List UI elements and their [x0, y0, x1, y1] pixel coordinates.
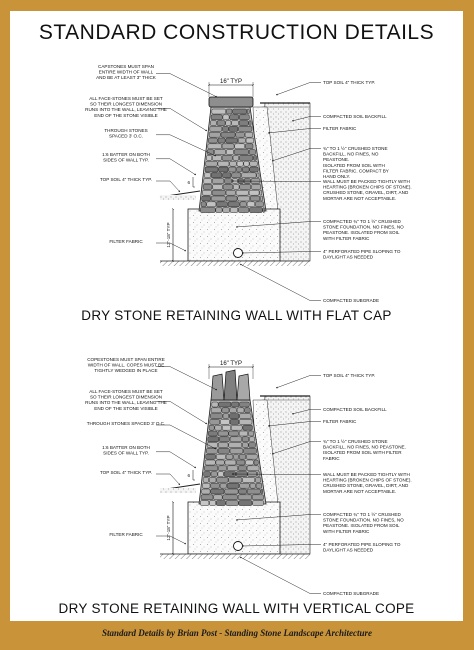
label-right: COMPACTED SOIL BACKFILL: [323, 407, 387, 412]
wall-stone: [250, 196, 259, 201]
wall-stone: [246, 454, 257, 459]
wall-stone: [252, 495, 263, 500]
wall-stone: [261, 489, 263, 494]
wall-stone: [232, 173, 241, 178]
label-right: COMPACTED ¾" TO 1 ½" CRUSHED STONE FOUNDATION. NO FINES, NO PEASTONE. ISOLATED FROM SOIL WITH FILTER FABRIC: [323, 219, 404, 241]
leader-line: [156, 159, 196, 175]
wall-stone: [249, 437, 254, 442]
wall-stone: [229, 431, 239, 436]
wall-stone: [249, 190, 259, 195]
wall-stone: [206, 454, 216, 459]
wall-stone: [245, 144, 253, 149]
leader-line: [276, 376, 321, 389]
wall-stone: [239, 489, 247, 494]
wall-stone: [211, 483, 220, 488]
wall-stone: [248, 431, 254, 436]
wall-stone: [202, 483, 210, 488]
label-right: ¾" TO 1 ½" CRUSHED STONE BACKFILL. NO FINES, NO PEASTONE. ISOLATED FROM SOIL WITH FILTER FABRIC: [323, 439, 406, 461]
drawing-sheet: [10, 11, 463, 621]
wall-stone: [204, 466, 217, 471]
sheet-title: STANDARD CONSTRUCTION DETAILS: [38, 21, 435, 44]
wall-stone: [230, 408, 237, 413]
wall-stone: [255, 477, 261, 482]
leader-line: [156, 452, 196, 468]
wall-stone: [220, 419, 229, 424]
wall-stone: [225, 489, 239, 494]
wall-stone: [256, 483, 262, 488]
wall-stone: [204, 472, 211, 477]
wall-stone: [247, 202, 255, 207]
wall-stone: [214, 150, 225, 155]
wall-stone: [226, 190, 236, 195]
wall-stone: [240, 184, 251, 189]
label-left: ALL FACE-STONES MUST BE SET SO THEIR LONGEST DIMENSION RUNS INTO THE WALL, LEAVING THE END OF THE STONE VISIBLE: [85, 389, 167, 411]
left-soil: [160, 488, 196, 493]
wall-stone: [239, 115, 249, 120]
wall-stone: [212, 190, 225, 195]
wall-stone: [216, 202, 227, 207]
wall-stone: [211, 472, 217, 477]
wall-stone: [218, 472, 224, 477]
wall-stone: [230, 161, 237, 166]
wall-stone: [230, 437, 242, 442]
wall-stone: [263, 208, 265, 213]
wall-stone: [247, 466, 259, 471]
wall-stone: [222, 425, 230, 430]
wall-stone: [246, 460, 254, 465]
wall-stone: [239, 454, 246, 459]
wall-stone: [222, 155, 232, 160]
dimension-top-label: 16" TYP: [219, 361, 243, 367]
wall-stone: [229, 443, 242, 448]
wall-stone: [240, 414, 252, 419]
wall-stone: [217, 477, 229, 482]
dimension-side-label: 12"-18" TYP: [166, 515, 171, 541]
wall-stone: [239, 419, 252, 424]
wall-stone: [230, 115, 239, 120]
label-right: FILTER FABRIC: [323, 419, 357, 424]
wall-stone: [211, 115, 222, 120]
wall-stone: [223, 126, 229, 131]
copestone: [224, 370, 237, 400]
wall-stone: [238, 138, 245, 143]
wall-stone: [211, 489, 224, 494]
compacted-subgrade: [160, 554, 310, 559]
wall-stone: [226, 501, 238, 506]
leader-line: [156, 74, 217, 97]
label-right: FILTER FABRIC: [323, 126, 357, 131]
wall-stone: [238, 466, 246, 471]
label-right: TOP SOIL 4" THICK TYP.: [323, 80, 376, 85]
left-soil: [160, 195, 196, 200]
wall-stone: [237, 408, 244, 413]
wall-stone: [208, 138, 217, 143]
label-left: FILTER FABRIC: [109, 239, 143, 244]
wall-stone: [230, 419, 239, 424]
wall-stone: [250, 161, 258, 166]
wall-stone: [201, 495, 213, 500]
batter-ratio: 6: [187, 180, 190, 185]
wall-stone: [216, 460, 224, 465]
wall-stone: [226, 121, 231, 126]
wall-stone: [242, 173, 257, 178]
wall-stone: [218, 448, 229, 453]
wall-stone: [210, 419, 220, 424]
wall-stone: [205, 167, 218, 172]
wall-stone: [209, 425, 214, 430]
wall-stone: [207, 150, 214, 155]
wall-stone: [239, 501, 252, 506]
compacted-subgrade: [160, 261, 310, 266]
detail-1-caption: DRY STONE RETAINING WALL WITH FLAT CAP: [81, 308, 392, 323]
wall-stone: [238, 208, 249, 213]
label-left: FILTER FABRIC: [109, 532, 143, 537]
detail-vertical-cope: [85, 357, 412, 596]
label-left: TOP SOIL 4" THICK TYP.: [99, 470, 153, 475]
label-right: COMPACTED SUBGRADE: [323, 298, 380, 303]
wall-stone: [250, 167, 259, 172]
wall-stone: [232, 121, 239, 126]
label-right: 4" PERFORATED PIPE SLOPING TO DAYLIGHT AS NEEDED: [323, 542, 401, 553]
wall-stone: [218, 443, 228, 448]
label-right: COMPACTED ¾" TO 1 ½" CRUSHED STONE FOUNDATION. NO FINES, NO PEASTONE. ISOLATED FROM SOIL WITH FILTER FABRIC: [323, 512, 404, 534]
label-right: WALL MUST BE PACKED TIGHTLY WITH HEARTING (BROKEN CHIPS OF STONE). CRUSHED STONE, GRAVEL, DIRT, AND MORTAR ARE NOT ACCEPTABLE.: [323, 472, 412, 494]
wall-stone: [216, 454, 225, 459]
wall-stone: [239, 121, 248, 126]
wall-stone: [249, 121, 251, 126]
wall-stone: [218, 161, 229, 166]
wall-stone: [217, 121, 225, 126]
dimension-top-label: 16" TYP: [219, 79, 243, 85]
detail-2-caption: DRY STONE RETAINING WALL WITH VERTICAL COPE: [58, 601, 415, 616]
wall-stone: [252, 184, 261, 189]
wall-stone: [240, 402, 250, 407]
wall-stone: [200, 501, 209, 506]
wall-stone: [230, 208, 238, 213]
wall-stone: [205, 460, 215, 465]
leader-line: [276, 83, 321, 96]
wall-stone: [250, 208, 263, 213]
wall-stone: [204, 179, 212, 184]
dimension-side-label: 12"-18" TYP: [166, 222, 171, 248]
wall-stone: [239, 126, 253, 131]
wall-stone: [223, 208, 230, 213]
label-right: COMPACTED SUBGRADE: [323, 591, 380, 596]
wall-stone: [210, 126, 222, 131]
construction-drawing: [10, 11, 463, 621]
wall-stone: [245, 132, 253, 137]
label-left: CAPSTONES MUST SPAN ENTIRE WIDTH OF WALL AND BE AT LEAST 3" THICK: [96, 64, 156, 81]
wall-stone: [226, 138, 238, 143]
wall-stone: [238, 196, 250, 201]
label-left: ALL FACE-STONES MUST BE SET SO THEIR LONGEST DIMENSION RUNS INTO THE WALL, LEAVING THE END OF THE STONE VISIBLE: [85, 96, 167, 118]
wall-stone: [233, 184, 239, 189]
wall-stone: [249, 150, 255, 155]
label-right: COMPACTED SOIL BACKFILL: [323, 114, 387, 119]
wall-stone: [223, 115, 229, 120]
wall-stone: [209, 132, 220, 137]
wall-stone: [212, 179, 224, 184]
wall-stone: [246, 138, 254, 143]
leader-line: [156, 243, 186, 251]
wall-stone: [236, 132, 245, 137]
wall-stone: [260, 196, 262, 201]
wall-stone: [250, 483, 256, 488]
wall-stone: [212, 155, 221, 160]
wall-stone: [247, 109, 249, 114]
wall-stone: [214, 495, 223, 500]
wall-stone: [207, 202, 216, 207]
wall-stone: [233, 109, 247, 114]
wall-stone: [247, 489, 260, 494]
label-left: 1:6 BATTER ON BOTH SIDES OF WALL TYP.: [102, 445, 150, 456]
wall-stone: [232, 402, 239, 407]
label-right: ¾" TO 1 ½" CRUSHED STONE BACKFILL. NO FINES, NO PEASTONE. ISOLATED FROM SOIL WITH FILTER FABRIC. COMPACT BY HAND ONLY.: [323, 146, 389, 179]
batter-ratio: 6: [187, 473, 190, 478]
wall-stone: [237, 161, 243, 166]
leader-line: [156, 181, 180, 192]
wall-stone: [242, 167, 249, 172]
detail-flat-cap: [85, 64, 412, 303]
wall-stone: [235, 144, 245, 149]
wall-stone: [226, 454, 233, 459]
label-left: 1:6 BATTER ON BOTH SIDES OF WALL TYP.: [102, 152, 150, 163]
label-left: THROUGH STONES SPACED 3' O.C.: [86, 421, 166, 426]
wall-stone: [219, 402, 231, 407]
wall-stone: [202, 190, 211, 195]
wall-stone: [229, 167, 236, 172]
wall-stone: [208, 144, 222, 149]
wall-stone: [260, 190, 262, 195]
wall-stone: [238, 495, 252, 500]
wall-stone: [223, 184, 233, 189]
wall-stone: [206, 161, 218, 166]
wall-stone: [216, 208, 222, 213]
leader-line: [156, 474, 180, 485]
perforated-pipe: [234, 249, 243, 258]
wall-stone: [222, 144, 234, 149]
wall-stone: [239, 155, 253, 160]
leader-line: [240, 557, 321, 594]
wall-stone: [206, 155, 211, 160]
wall-stone: [218, 138, 225, 143]
wall-stone: [204, 173, 210, 178]
wall-stone: [243, 477, 255, 482]
wall-stone: [206, 448, 217, 453]
wall-stone: [229, 414, 239, 419]
leader-line: [156, 367, 217, 390]
wall-stone: [223, 495, 238, 500]
wall-stone: [212, 109, 226, 114]
wall-stone: [208, 431, 217, 436]
wall-stone: [213, 184, 223, 189]
wall-stone: [237, 167, 242, 172]
wall-stone: [249, 443, 256, 448]
wall-stone: [240, 483, 250, 488]
wall-stone: [215, 425, 222, 430]
wall-stone: [208, 437, 219, 442]
wall-stone: [221, 132, 235, 137]
wall-stone: [219, 466, 227, 471]
footer-credit: Standard Details by Brian Post - Standing Stone Landscape Architecture: [102, 628, 372, 638]
wall-stone: [226, 150, 233, 155]
wall-stone: [202, 489, 210, 494]
wall-stone: [216, 501, 225, 506]
wall-stone: [226, 109, 232, 114]
wall-stone: [254, 155, 257, 160]
wall-stone: [230, 448, 243, 453]
wall-stone: [203, 477, 209, 482]
wall-stone: [211, 173, 222, 178]
wall-stone: [231, 425, 242, 430]
label-right: 4" PERFORATED PIPE SLOPING TO DAYLIGHT AS NEEDED: [323, 249, 401, 260]
wall-stone: [227, 483, 239, 488]
wall-stone: [211, 196, 225, 201]
wall-stone: [254, 460, 258, 465]
wall-stone: [225, 179, 232, 184]
wall-stone: [244, 448, 257, 453]
wall-stone: [257, 173, 259, 178]
label-left: COPESTONES MUST SPAN ENTIRE WIDTH OF WALL. COPES MUST BE TIGHTLY WEDGED IN PLACE: [87, 357, 165, 374]
wall-stone: [242, 443, 248, 448]
wall-stone: [253, 501, 264, 506]
wall-stone: [236, 190, 248, 195]
wall-stone: [220, 483, 226, 488]
wall-stone: [233, 155, 239, 160]
leader-line: [240, 264, 321, 301]
label-right: WALL MUST BE PACKED TIGHTLY WITH HEARTING (BROKEN CHIPS OF STONE). CRUSHED STONE, GRAVEL, DIRT, AND MORTAR ARE NOT ACCEPTABLE.: [323, 179, 412, 201]
wall-stone: [229, 477, 242, 482]
label-left: TOP SOIL 4" THICK TYP.: [99, 177, 153, 182]
wall-stone: [255, 202, 263, 207]
wall-stone: [239, 431, 248, 436]
leader-line: [156, 536, 186, 544]
batter-symbol: [193, 470, 195, 480]
wall-stone: [200, 208, 215, 213]
wall-stone: [203, 184, 212, 189]
wall-stone: [228, 202, 239, 207]
wall-stone: [223, 414, 229, 419]
wall-stone: [244, 161, 249, 166]
wall-stone: [223, 173, 232, 178]
wall-stone: [202, 196, 211, 201]
wall-stone: [236, 460, 245, 465]
wall-stone: [242, 437, 249, 442]
wall-stone: [226, 196, 237, 201]
flat-capstone: [209, 97, 253, 107]
wall-stone: [227, 466, 237, 471]
wall-stone: [243, 425, 253, 430]
wall-stone: [234, 150, 249, 155]
wall-stone: [240, 202, 247, 207]
wall-stone: [210, 414, 222, 419]
label-left: THROUGH STONES SPACED 3' O.C.: [104, 128, 148, 139]
wall-stone: [210, 501, 216, 506]
wall-stone: [211, 408, 221, 413]
wall-stone: [245, 408, 251, 413]
wall-stone: [219, 167, 228, 172]
perforated-pipe: [234, 542, 243, 551]
wall-stone: [219, 437, 229, 442]
copestone: [237, 374, 250, 400]
copestone: [211, 374, 224, 400]
label-right: TOP SOIL 4" THICK TYP.: [323, 373, 376, 378]
wall-stone: [209, 477, 216, 482]
wall-stone: [218, 431, 228, 436]
wall-stone: [222, 408, 229, 413]
wall-stone: [234, 454, 239, 459]
wall-stone: [229, 126, 238, 131]
wall-stone: [225, 460, 236, 465]
wall-stone: [212, 402, 218, 407]
batter-symbol: [193, 177, 195, 187]
wall-stone: [201, 202, 206, 207]
wall-stone: [210, 121, 216, 126]
